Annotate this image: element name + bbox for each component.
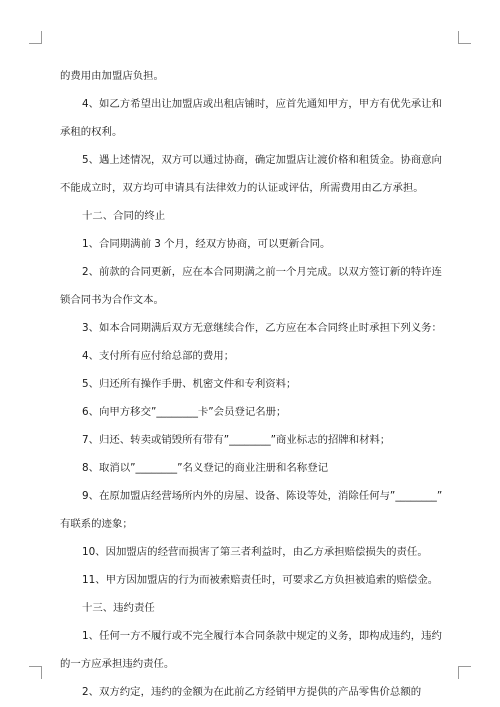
paragraph-line: 3、如本合同期满后双方无意继续合作，乙方应在本合同终止时承担下列义务：: [82, 322, 442, 334]
paragraph-line: 5、遇上述情况，双方可以通过协商，确定加盟店让渡价格和租赁金。协商意向: [82, 154, 442, 166]
paragraph-line: 9、在原加盟店经营场所内外的房屋、设备、陈设等处，消除任何与”________”: [82, 490, 443, 502]
paragraph-line: 4、支付所有应付给总部的费用；: [82, 350, 235, 362]
paragraph-line: 6、向甲方移交”________卡”会员登记名册；: [82, 406, 287, 418]
paragraph-line: 8、取消以”________”名义登记的商业注册和名称登记: [82, 462, 328, 474]
paragraph-line: 2、双方约定，违约的金额为在此前乙方经销甲方提供的产品零售价总额的: [82, 686, 422, 698]
paragraph-line: 2、前款的合同更新，应在本合同期满之前一个月完成。以双方签订新的特许连: [82, 266, 442, 278]
crop-mark-bottom-right: [458, 666, 471, 679]
paragraph-line: 的一方应承担违约责任。: [60, 658, 175, 670]
paragraph-line: 十二、合同的终止: [82, 210, 166, 222]
crop-mark-top-right: [458, 31, 471, 44]
paragraph-line: 4、如乙方希望出让加盟店或出租店铺时，应首先通知甲方，甲方有优先承让和: [82, 98, 442, 110]
paragraph-line: 1、合同期满前 3 个月，经双方协商，可以更新合同。: [82, 238, 331, 250]
crop-mark-top-left: [29, 31, 42, 44]
paragraph-line: 的费用由加盟店负担。: [60, 70, 164, 82]
paragraph-line: 7、归还、转卖或销毁所有带有”________”商业标志的招牌和材料；: [82, 434, 391, 446]
paragraph-line: 5、归还所有操作手册、机密文件和专利资料；: [82, 378, 297, 390]
paragraph-line: 10、因加盟店的经营而损害了第三者利益时，由乙方承担赔偿损失的责任。: [82, 546, 428, 558]
paragraph-line: 有联系的迹象；: [60, 518, 133, 530]
crop-mark-bottom-left: [29, 666, 42, 679]
paragraph-line: 1、任何一方不履行或不完全履行本合同条款中规定的义务，即构成违约，违约: [82, 630, 442, 642]
paragraph-line: 承租的权利。: [60, 126, 123, 138]
paragraph-line: 不能成立时，双方均可申请具有法律效力的认证或评估，所需费用由乙方承担。: [60, 182, 424, 194]
paragraph-line: 锁合同书为合作文本。: [60, 294, 164, 306]
paragraph-line: 11、甲方因加盟店的行为而被索赔责任时，可要求乙方负担被追索的赔偿金。: [82, 574, 439, 586]
paragraph-line: 十三、违约责任: [82, 602, 155, 614]
